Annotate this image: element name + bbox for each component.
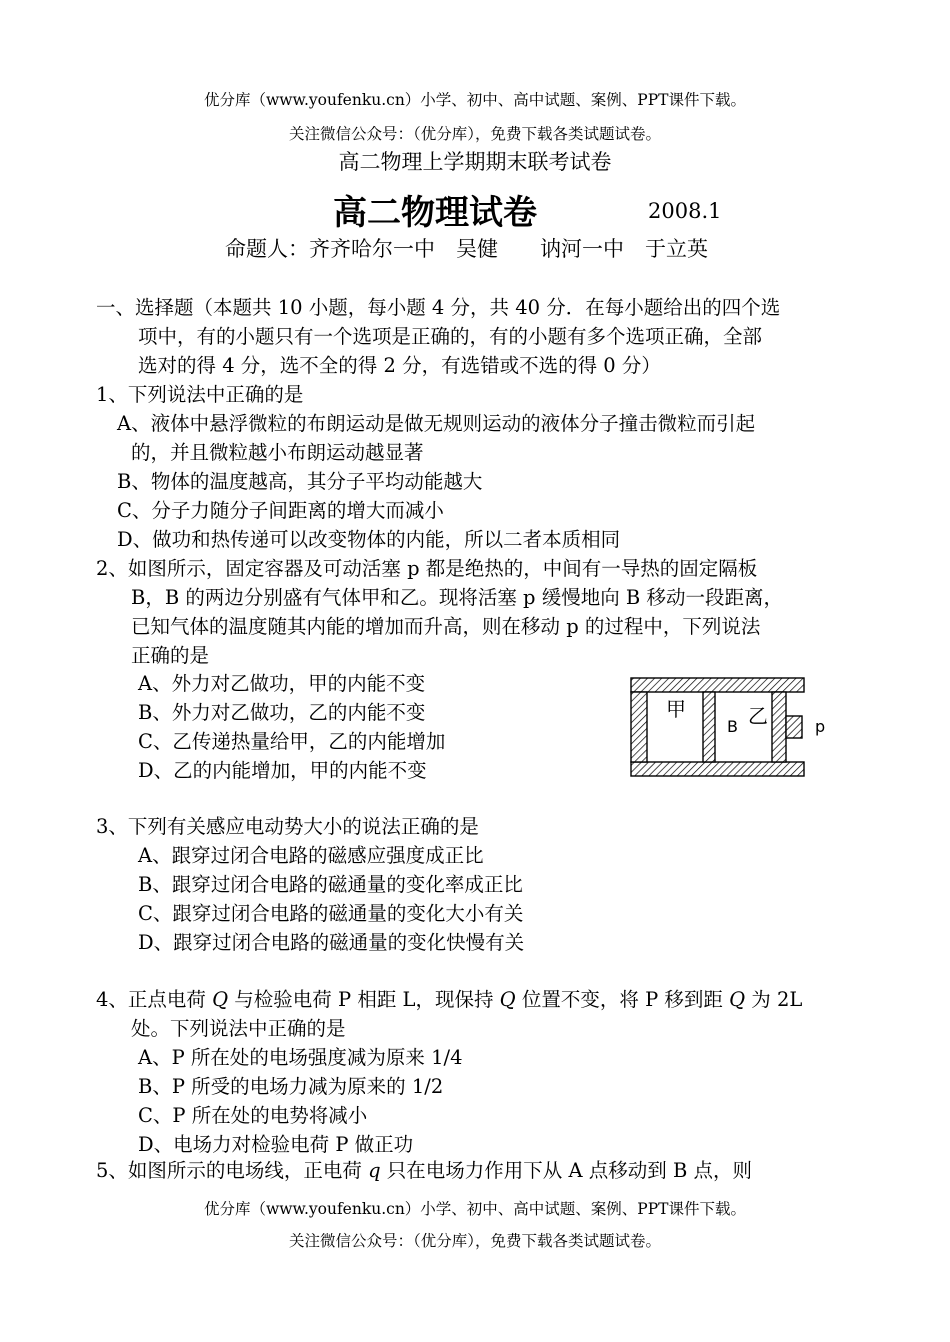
- exam-date: 2008.1: [648, 199, 722, 223]
- q3-option-c: C、跟穿过闭合电路的磁通量的变化大小有关: [138, 902, 524, 925]
- exam-authors: 命题人：齐齐哈尔一中 吴健 讷河一中 于立英: [225, 237, 708, 261]
- section-1-line-2: 项中，有的小题只有一个选项是正确的，有的小题有多个选项正确，全部: [138, 325, 763, 348]
- q1-option-a-cont: 的，并且微粒越小布朗运动越显著: [131, 441, 424, 464]
- q4-stem-part-3: 位置不变，将 P 移到距: [515, 988, 730, 1011]
- q4-option-d: D、电场力对检验电荷 P 做正功: [138, 1133, 414, 1156]
- q3-option-a: A、跟穿过闭合电路的磁感应强度成正比: [138, 844, 484, 867]
- q4-stem-part-4: 为 2L: [745, 988, 803, 1011]
- q5-stem: [96, 1155, 752, 1183]
- section-1-line-3: 选对的得 4 分，选不全的得 2 分，有选错或不选的得 0 分）: [138, 354, 661, 377]
- q2-option-a: A、外力对乙做功，甲的内能不变: [138, 672, 426, 695]
- label-b: B: [727, 717, 738, 736]
- q2-option-b: B、外力对乙做功，乙的内能不变: [138, 701, 426, 724]
- container-top-wall: [631, 678, 804, 692]
- q2-container-figure: [628, 676, 838, 780]
- footer-line-1: 优分库（www.youfenku.cn）小学、初中、高中试题、案例、PPT课件下载。: [203, 1200, 747, 1218]
- q5-stem-part-2: 只在电场力作用下从 A 点移动到 B 点，则: [380, 1159, 752, 1182]
- q4-option-b: B、P 所受的电场力减为原来的 1/2: [138, 1075, 444, 1098]
- q2-option-d: D、乙的内能增加，甲的内能不变: [138, 759, 427, 782]
- q3-option-b: B、跟穿过闭合电路的磁通量的变化率成正比: [138, 873, 523, 896]
- q2-stem-1: 2、如图所示，固定容器及可动活塞 p 都是绝热的，中间有一导热的固定隔板: [96, 557, 758, 580]
- q4-charge-q-2: Q: [499, 988, 516, 1011]
- container-bottom-wall: [631, 762, 804, 776]
- q1-stem: 1、下列说法中正确的是: [96, 383, 304, 406]
- partition-b: [703, 692, 715, 762]
- label-yi: 乙: [748, 704, 768, 728]
- q4-option-c: C、P 所在处的电势将减小: [138, 1104, 368, 1127]
- q4-stem-part-1: 4、正点电荷: [96, 988, 213, 1011]
- q5-charge-q: q: [368, 1159, 381, 1182]
- q3-stem: 3、下列有关感应电动势大小的说法正确的是: [96, 815, 479, 838]
- q5-stem-part-1: 5、如图所示的电场线，正电荷: [96, 1159, 369, 1182]
- label-jia: 甲: [666, 697, 686, 721]
- exam-subtitle: 高二物理上学期期末联考试卷: [338, 150, 612, 174]
- q4-stem-2: 处。下列说法中正确的是: [131, 1017, 346, 1040]
- header-line-2: 关注微信公众号：（优分库），免费下载各类试题试卷。: [288, 125, 661, 143]
- label-p: p: [815, 717, 826, 736]
- q1-option-d: D、做功和热传递可以改变物体的内能，所以二者本质相同: [117, 528, 621, 551]
- q4-charge-q-1: Q: [212, 988, 229, 1011]
- section-1-line-1: 一、选择题（本题共 10 小题，每小题 4 分，共 40 分．在每小题给出的四个选: [96, 296, 781, 319]
- q1-option-c: C、分子力随分子间距离的增大而减小: [117, 499, 444, 522]
- q4-option-a: A、P 所在处的电场强度减为原来 1/4: [138, 1046, 463, 1069]
- q1-option-a: A、液体中悬浮微粒的布朗运动是做无规则运动的液体分子撞击微粒而引起: [117, 412, 756, 435]
- q3-option-d: D、跟穿过闭合电路的磁通量的变化快慢有关: [138, 931, 525, 954]
- q2-stem-4: 正确的是: [131, 644, 210, 667]
- container-left-wall: [631, 692, 647, 762]
- header-line-1: 优分库（www.youfenku.cn）小学、初中、高中试题、案例、PPT课件下载。: [203, 91, 747, 109]
- exam-title: 高二物理试卷: [333, 193, 537, 233]
- q4-charge-q-3: Q: [729, 988, 746, 1011]
- piston: [772, 692, 786, 762]
- q2-option-c: C、乙传递热量给甲，乙的内能增加: [138, 730, 446, 753]
- piston-rod: [786, 716, 802, 738]
- q2-stem-3: 已知气体的温度随其内能的增加而升高，则在移动 p 的过程中，下列说法: [131, 615, 761, 638]
- footer-line-2: 关注微信公众号：（优分库），免费下载各类试题试卷。: [288, 1232, 661, 1250]
- q2-stem-2: B，B 的两边分别盛有气体甲和乙。现将活塞 p 缓慢地向 B 移动一段距离，: [131, 586, 783, 609]
- q1-option-b: B、物体的温度越高，其分子平均动能越大: [117, 470, 483, 493]
- q4-stem-part-2: 与检验电荷 P 相距 L，现保持: [228, 988, 500, 1011]
- q4-stem-1: [96, 984, 802, 1012]
